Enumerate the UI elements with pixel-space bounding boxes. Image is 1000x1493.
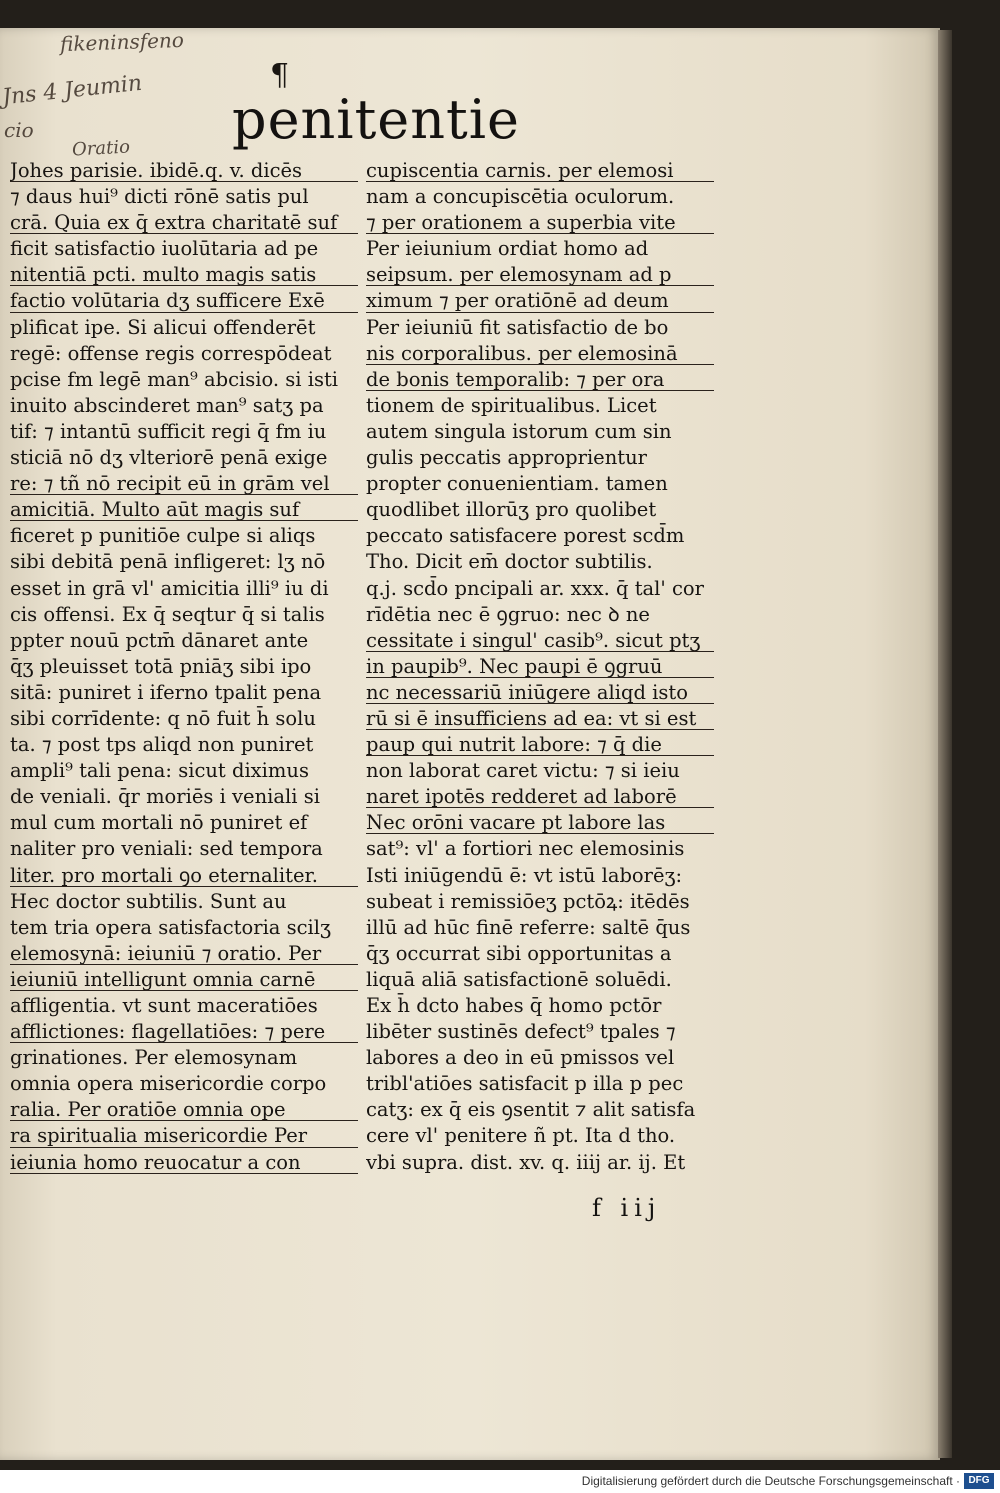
text-line: paup qui nutrit labore: ⁊ q̄ die — [366, 732, 716, 758]
text-line: ieiunia homo reuocatur a con — [10, 1150, 360, 1176]
text-line: sitā: puniret i iferno tpalit pena — [10, 680, 322, 704]
text-line: naliter pro veniali: sed tempora — [10, 837, 323, 861]
text-line: naret ipotēs redderet ad laborē — [366, 784, 716, 810]
text-line: ampli⁹ tali pena: sicut diximus — [10, 759, 309, 783]
text-line: Nec orōni vacare pt labore las — [366, 810, 716, 836]
text-line: Hec doctor subtilis. Sunt au — [10, 889, 287, 913]
text-line: omnia opera misericordie corpo — [10, 1072, 327, 1096]
text-line: q̄ʒ occurrat sibi opportunitas a — [366, 941, 672, 965]
text-line: subeat i remissiōeʒ pctōꝝ: itēdēs — [366, 889, 690, 913]
running-head: penitentie — [232, 88, 520, 151]
dfg-logo: DFG — [964, 1473, 994, 1489]
text-line: amicitiā. Multo aūt magis suf — [10, 497, 360, 523]
text-line: q.j. scd̄o pncipali ar. xxx. q̄ tal' cor — [366, 576, 704, 600]
signature-mark: f iij — [592, 1194, 662, 1222]
text-line: affligentia. vt sunt maceratiōes — [10, 994, 318, 1017]
text-line: in paupib⁹. Nec paupi ē ꝯgruū — [366, 654, 716, 680]
text-line: ta. ⁊ post tps aliqd non puniret — [10, 733, 314, 757]
page-edge — [938, 30, 952, 1458]
text-line: grinationes. Per elemosynam — [10, 1046, 298, 1070]
text-line: mul cum mortali nō puniret ef — [10, 811, 308, 835]
text-line: cis offensi. Ex q̄ seqtur q̄ si talis — [10, 602, 325, 626]
text-line: re: ⁊ tñ nō recipit eū in grām vel — [10, 471, 360, 497]
text-line: ⁊ daus hui⁹ dicti rōnē satis pul — [10, 185, 309, 209]
text-line: illū ad hūc finē referre: saltē q̄us — [366, 915, 691, 939]
text-line: Ex h̄ dcto habes q̄ homo pctōr — [366, 994, 662, 1017]
text-line: liquā aliā satisfactionē soluēdi. — [366, 967, 672, 991]
text-line: sibi corrīdente: q nō fuit h̄ solu — [10, 706, 316, 730]
text-line: Tho. Dicit em̄ doctor subtilis. — [366, 550, 653, 574]
text-line: elemosynā: ieiuniū ⁊ oratio. Per — [10, 941, 360, 967]
text-line: vbi supra. dist. xv. q. iiij ar. ij. Et — [366, 1150, 686, 1174]
footer-bar — [0, 1470, 1000, 1493]
text-line: Per ieiunium ordiat homo ad — [366, 237, 649, 261]
text-line: regē: offense regis correspōdeat — [10, 341, 332, 365]
text-line: ⁊ per orationem a superbia vite — [366, 210, 716, 236]
text-line: tem tria opera satisfactoria scilʒ — [10, 915, 332, 939]
text-line: ppter nouū pctm̄ dānaret ante — [10, 628, 309, 652]
text-line: nis corporalibus. per elemosinā — [366, 341, 716, 367]
text-line: cupiscentia carnis. per elemosi — [366, 158, 716, 184]
text-line: factio volūtaria dʒ sufficere Exē — [10, 288, 360, 314]
text-line: catʒ: ex q̄ eis ꝯsentit ⁊ alit satisfa — [366, 1098, 696, 1122]
text-line: esset in grā vl' amicitia illi⁹ iu di — [10, 576, 329, 600]
text-line: non laborat caret victu: ⁊ si ieiu — [366, 759, 680, 783]
text-line: tif: ⁊ intantū sufficit regi q̄ fm iu — [10, 419, 327, 443]
text-line: rū si ē insufficiens ad ea: vt si est — [366, 706, 716, 732]
marginal-note: cio — [4, 118, 34, 142]
text-line: inuito abscinderet man⁹ satʒ pa — [10, 393, 324, 417]
paragraph-mark: ¶ — [270, 58, 290, 93]
text-line: crā. Quia ex q̄ extra charitatē suf — [10, 210, 360, 236]
left-text-column — [10, 158, 360, 1176]
text-line: tionem de spiritualibus. Licet — [366, 393, 657, 417]
text-line: plificat ipe. Si alicui offenderēt — [10, 315, 316, 339]
marginal-note: Jns 4 Jeumin — [1, 70, 144, 111]
text-line: Per ieiuniū fit satisfactio de bo — [366, 315, 669, 339]
text-line: nam a concupiscētia oculorum. — [366, 185, 675, 209]
funding-notice: Digitalisierung gefördert durch die Deutsche Forschungsgemeinschaft · — [581, 1474, 960, 1488]
text-line: afflictiones: flagellatiōes: ⁊ pere — [10, 1019, 360, 1045]
text-line: ra spiritualia misericordie Per — [10, 1123, 360, 1149]
text-line: ficit satisfactio iuolūtaria ad pe — [10, 237, 319, 261]
text-line: q̄ʒ pleuisset totā pniāʒ sibi ipo — [10, 654, 312, 678]
text-line: ralia. Per oratiōe omnia ope — [10, 1097, 360, 1123]
text-line: nc necessariū iniūgere aliqd isto — [366, 680, 716, 706]
text-line: rīdētia nec ē ꝯgruo: nec ꝺ ne — [366, 602, 650, 626]
text-line: nitentiā pcti. multo magis satis — [10, 262, 360, 288]
text-line: quodlibet illorūʒ pro quolibet — [366, 498, 657, 522]
text-line: Isti iniūgendū ē: vt istū laborēʒ: — [366, 863, 683, 887]
text-line: cessitate i singul' casib⁹. sicut ptʒ — [366, 628, 716, 654]
text-line: ficeret p punitiōe culpe si aliqs — [10, 524, 316, 548]
marginal-note: Oratio — [71, 136, 131, 161]
text-line: sticiā nō dʒ vlteriorē penā exige — [10, 446, 328, 470]
text-line: propter conuenientiam. tamen — [366, 472, 668, 496]
text-line: ximum ⁊ per oratiōnē ad deum — [366, 288, 716, 314]
text-line: ieiuniū intelligunt omnia carnē — [10, 967, 360, 993]
text-line: autem singula istorum cum sin — [366, 419, 672, 443]
text-line: peccato satisfacere porest scd̄m — [366, 524, 685, 548]
text-line: libēter sustinēs defect⁹ tpales ⁊ — [366, 1020, 676, 1044]
marginal-note: fikeninsfeno — [59, 27, 185, 57]
text-line: de veniali. q̄r moriēs i veniali si — [10, 785, 320, 809]
text-line: gulis peccatis approprientur — [366, 446, 647, 470]
text-line: tribl'atiōes satisfacit p illa p pec — [366, 1072, 684, 1096]
text-line: labores a deo in eū pmissos vel — [366, 1046, 675, 1070]
text-line: sat⁹: vl' a fortiori nec elemosinis — [366, 837, 685, 861]
text-line: liter. pro mortali ꝯo eternaliter. — [10, 863, 360, 889]
text-line: Johes parisie. ibidē.q. v. dicēs — [10, 158, 360, 184]
text-line: cere vl' penitere ñ pt. Ita d tho. — [366, 1124, 676, 1148]
right-text-column — [366, 158, 716, 1176]
text-line: pcise fm legē man⁹ abcisio. si isti — [10, 367, 339, 391]
text-line: sibi debitā penā infligeret: lʒ nō — [10, 550, 326, 574]
text-line: de bonis temporalib: ⁊ per ora — [366, 367, 716, 393]
text-line: seipsum. per elemosynam ad p — [366, 262, 716, 288]
